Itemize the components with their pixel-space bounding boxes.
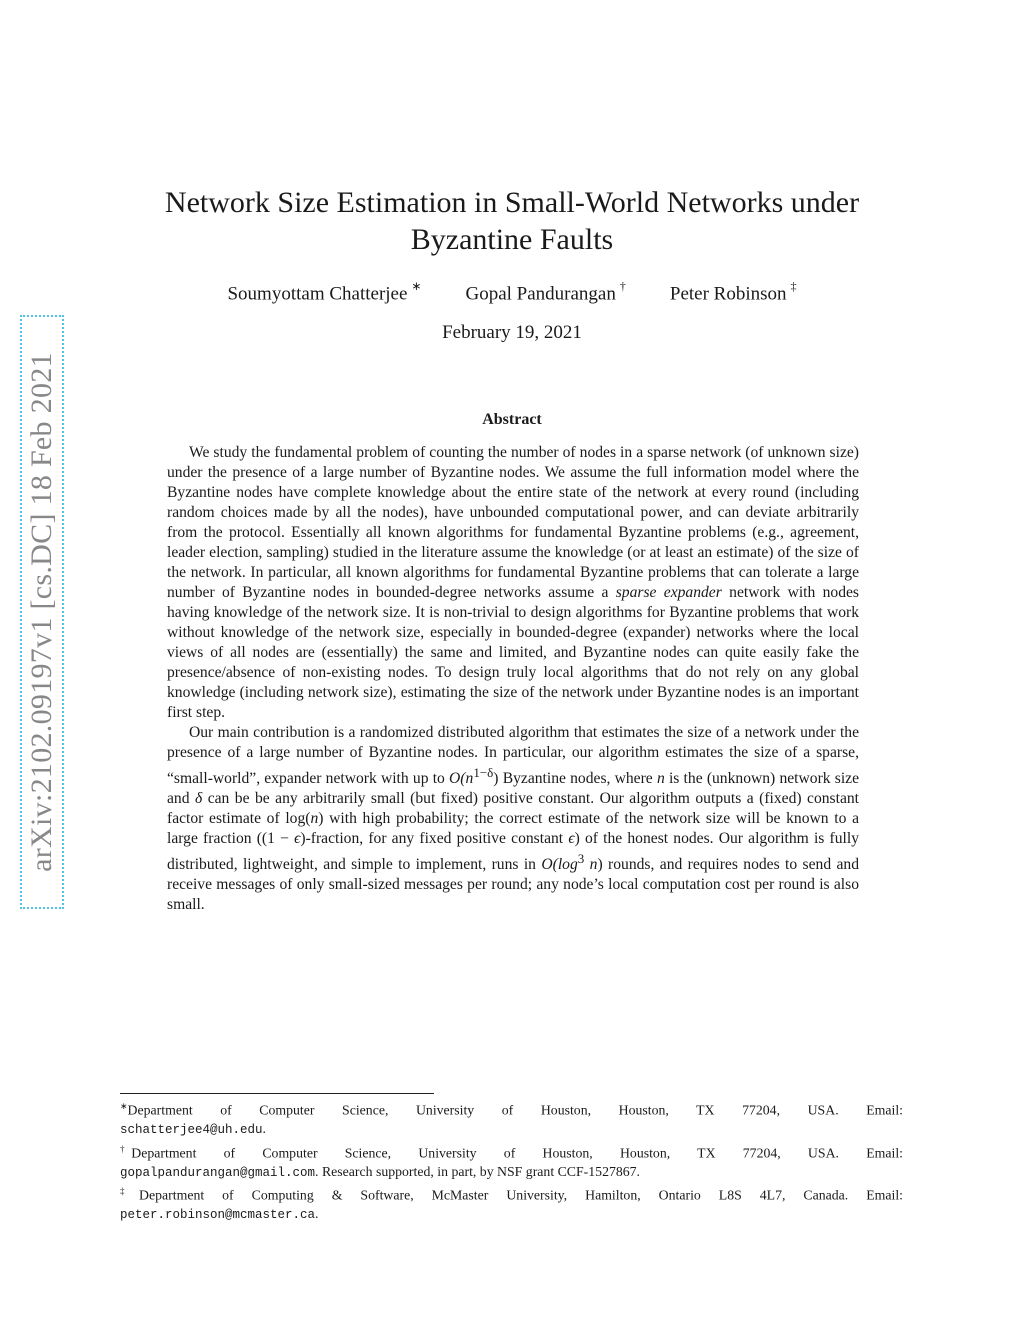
abstract-heading: Abstract: [482, 411, 542, 428]
footnote-2: †Department of Computer Science, University of Houston, Houston, TX 77204, USA. Email: gopalpandurangan@gmail.com. Research supported, in part, by NSF grant CCF-1527867.: [120, 1143, 903, 1180]
footnote-mark: †: [120, 1143, 132, 1154]
author-name: Peter Robinson: [669, 283, 787, 305]
author-list: [150, 281, 874, 305]
footnote-divider: [120, 1093, 434, 1094]
email-link[interactable]: schatterjee4@uh.edu: [120, 1123, 263, 1138]
abstract-paragraph-1: We study the fundamental problem of counting the number of nodes in a sparse network (of unknown size) under the presence of a large number of Byzantine nodes. We assume the full information model where the Byzantine nodes have complete knowledge about the entire state of the network at every round (including random choices made by all the nodes), have unbounded computational power, and can deviate arbitrarily from the protocol. Essentially all known algorithms for fundamental Byzantine problems (e.g., agreement, leader election, sampling) studied in the literature assume the knowledge (or at least an estimate) of the size of the network. In particular, all known algorithms for fundamental Byzantine problems that can tolerate a large number of Byzantine nodes in bounded-degree networks assume a sparse expander network with nodes having knowledge of the network size. It is non-trivial to design algorithms for Byzantine problems that work without knowledge of the network size, especially in bounded-degree (expander) networks where the local views of all nodes are (essentially) the same and limited, and Byzantine nodes can quite easily fake the presence/absence of non-existing nodes. To design truly local algorithms that do not rely on any global knowledge (including network size), estimating the size of the network under Byzantine nodes is an important first step.: [167, 444, 859, 721]
footnote-mark: ‡: [120, 1186, 140, 1197]
abstract-body: [167, 443, 859, 915]
arxiv-identifier-stamp[interactable]: [20, 315, 64, 909]
footnote-mark: ∗: [120, 1101, 128, 1111]
math-variable: ϵ: [294, 830, 301, 848]
math-variable: δ: [194, 790, 203, 808]
author-1: [227, 281, 421, 305]
math-o-n-bound: $O(n^{1-\delta})$: [449, 765, 499, 788]
author-2: [465, 281, 625, 305]
footnote-3: ‡Department of Computing & Software, McMaster University, Hamilton, Ontario L8S 4L7, Canada. Email: peter.robinson@mcmaster.ca.: [120, 1186, 904, 1223]
math-variable: n: [656, 770, 665, 788]
author-footnote-mark[interactable]: †: [619, 279, 626, 293]
author-footnote-mark[interactable]: ‡: [790, 279, 797, 293]
publication-date: February 19, 2021: [442, 322, 582, 343]
emphasis-sparse-expander: sparse expander: [615, 584, 722, 601]
paper-title: Network Size Estimation in Small-World Networks under Byzantine Faults: [164, 186, 860, 256]
author-footnote-mark[interactable]: ∗: [411, 279, 422, 293]
email-link[interactable]: peter.robinson@mcmaster.ca: [120, 1208, 316, 1223]
footnote-1: ∗Department of Computer Science, University of Houston, Houston, TX 77204, USA. Email: schatterjee4@uh.edu.: [120, 1101, 903, 1138]
author-name: Gopal Pandurangan: [465, 283, 616, 305]
author-name: Soumyottam Chatterjee: [227, 283, 408, 305]
author-3: [670, 281, 797, 305]
footnotes: [120, 1097, 903, 1225]
math-variable: ϵ: [568, 830, 575, 848]
arxiv-identifier-text: arXiv:2102.09197v1 [cs.DC] 18 Feb 2021: [25, 352, 58, 872]
math-round-complexity: $O(\log^3$ n): [541, 851, 603, 874]
math-variable: n: [310, 810, 319, 828]
email-link[interactable]: gopalpandurangan@gmail.com: [120, 1165, 316, 1180]
abstract-paragraph-2: Our main contribution is a randomized distributed algorithm that estimates the size of a network under the presence of a large number of Byzantine nodes. In particular, our algorithm estimates the size of a sparse, “small-world”, expander network with up to $O(n^{1-\delta})$ Byzantine nodes, where n is the (unknown) network size and δ can be be any arbitrarily small (but fixed) positive constant. Our algorithm outputs a (fixed) constant factor estimate of log(n) with high probability; the correct estimate of the network size will be known to a large fraction ((1 − ϵ)-fraction, for any fixed positive constant ϵ) of the honest nodes. Our algorithm is fully distributed, lightweight, and simple to implement, runs in $O(\log^3$ n) rounds, and requires nodes to send and receive messages of only small-sized messages per round; any node’s local computation cost per round is also small.: [167, 724, 860, 914]
